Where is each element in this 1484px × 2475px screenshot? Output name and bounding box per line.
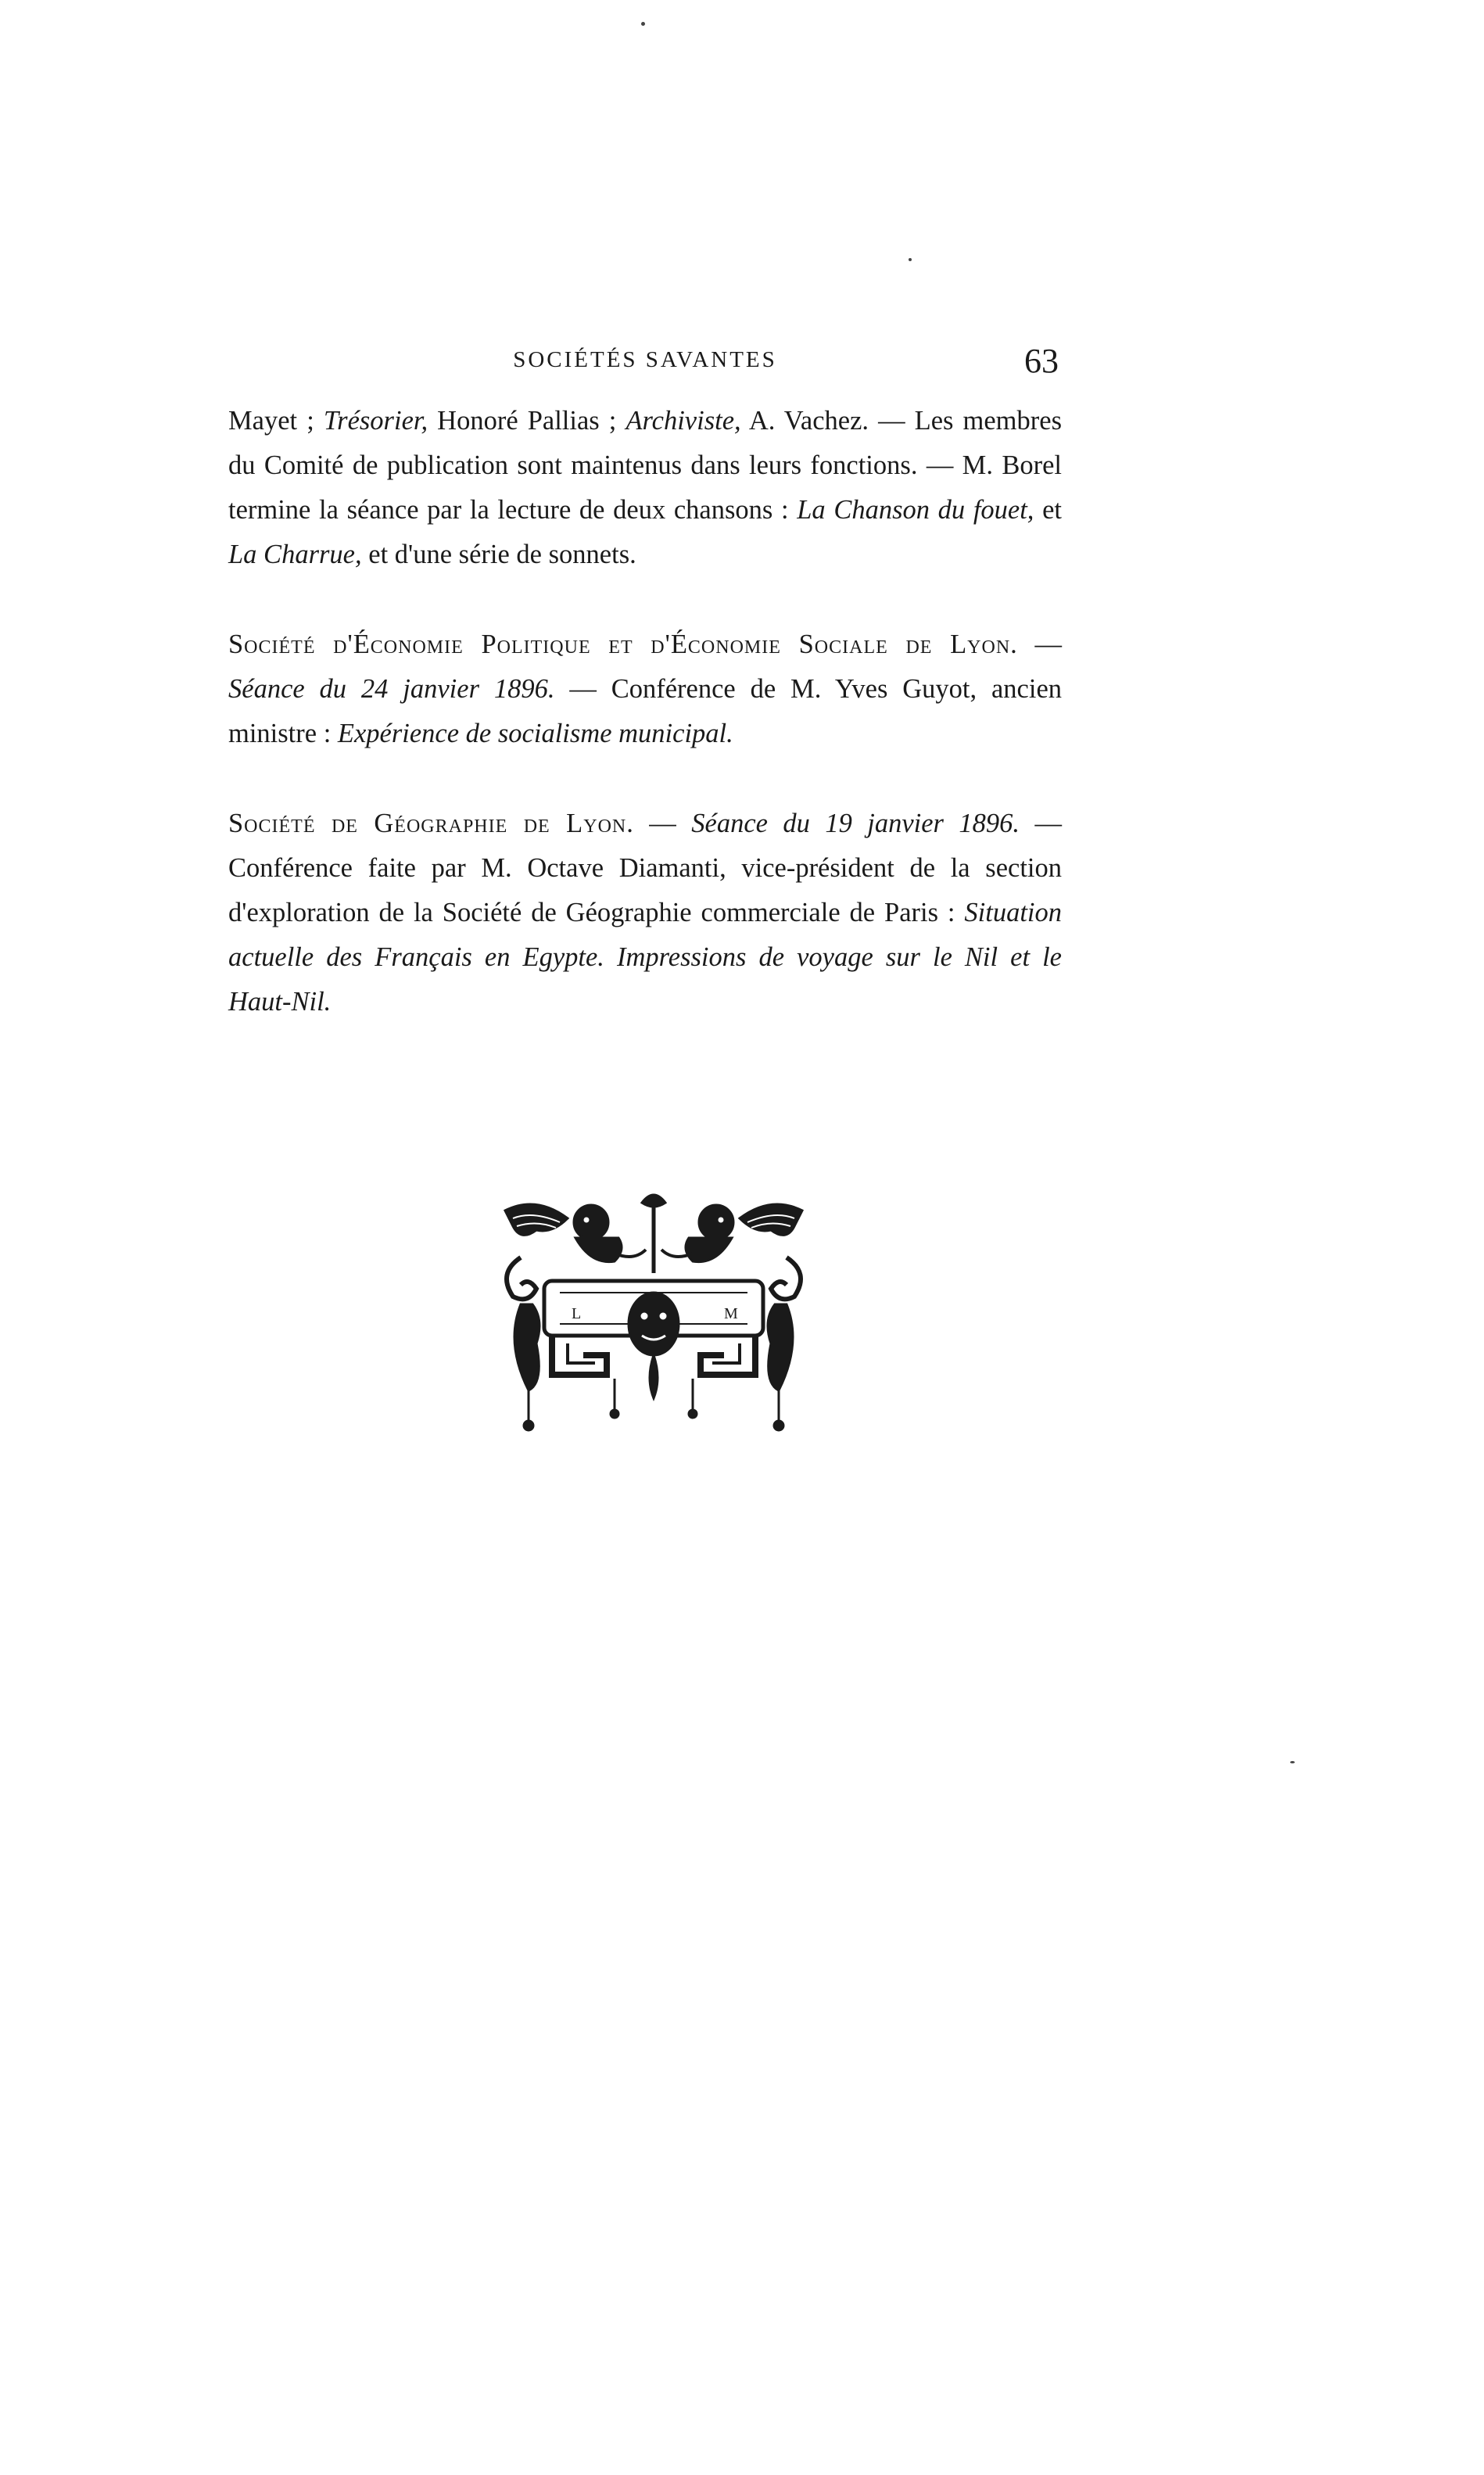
svg-text:L: L: [572, 1305, 582, 1322]
paper-speck: [641, 22, 645, 26]
text-segment: — Conférence de M. Yves Guyot, ancien ministre :: [228, 674, 1063, 748]
text-segment-italic: Archiviste,: [626, 406, 741, 436]
society-name: Société de Géographie de Lyon.: [228, 809, 634, 838]
paper-speck: [909, 258, 912, 261]
society-name: Société d'Économie Politique et d'Économie Sociale de Lyon.: [228, 630, 1018, 659]
text-segment: —: [1017, 630, 1062, 659]
paragraph-geographie: [228, 802, 1062, 1024]
body-text: [228, 399, 1062, 1024]
text-segment: et: [1034, 495, 1062, 525]
text-segment-italic: Trésorier,: [323, 406, 428, 436]
lecture-title: Situation actuelle des Français en Egypte. Impressions de voyage sur le Nil et le Haut-Nil.: [228, 898, 1062, 1017]
text-segment: Mayet ;: [228, 406, 324, 436]
seance-date: Séance du 24 janvier 1896.: [228, 674, 555, 704]
text-segment: A. Vachez. — Les membres du Comité de publication sont maintenus dans leurs fonctions. — M. Borel termine la séance par la lecture de deux chansons :: [228, 406, 1062, 525]
text-segment-italic: La Charrue,: [228, 540, 362, 569]
text-segment-italic: La Chanson du fouet,: [797, 495, 1034, 525]
svg-text:M: M: [724, 1305, 738, 1322]
text-segment: —: [633, 809, 692, 838]
cherub-tailpiece-icon: [489, 1187, 818, 1445]
text-segment: et d'une série de sonnets.: [361, 540, 636, 569]
page-number: 63: [1024, 342, 1059, 380]
paper-speck: [1290, 1761, 1295, 1763]
paragraph-bureau: [228, 399, 1062, 577]
seance-date: Séance du 19 janvier 1896.: [691, 809, 1020, 838]
running-title: SOCIÉTÉS SAVANTES: [513, 347, 777, 372]
running-head: [228, 343, 1062, 389]
text-segment: Honoré Pallias ;: [428, 406, 626, 436]
paragraph-economie-politique: [228, 622, 1062, 756]
lecture-title: Expérience de socialisme municipal.: [337, 719, 733, 748]
text-segment: — Conférence faite par M. Octave Diamanti, vice-président de la section d'exploration de la Société de Géographie commerciale de Paris :: [228, 809, 1063, 927]
